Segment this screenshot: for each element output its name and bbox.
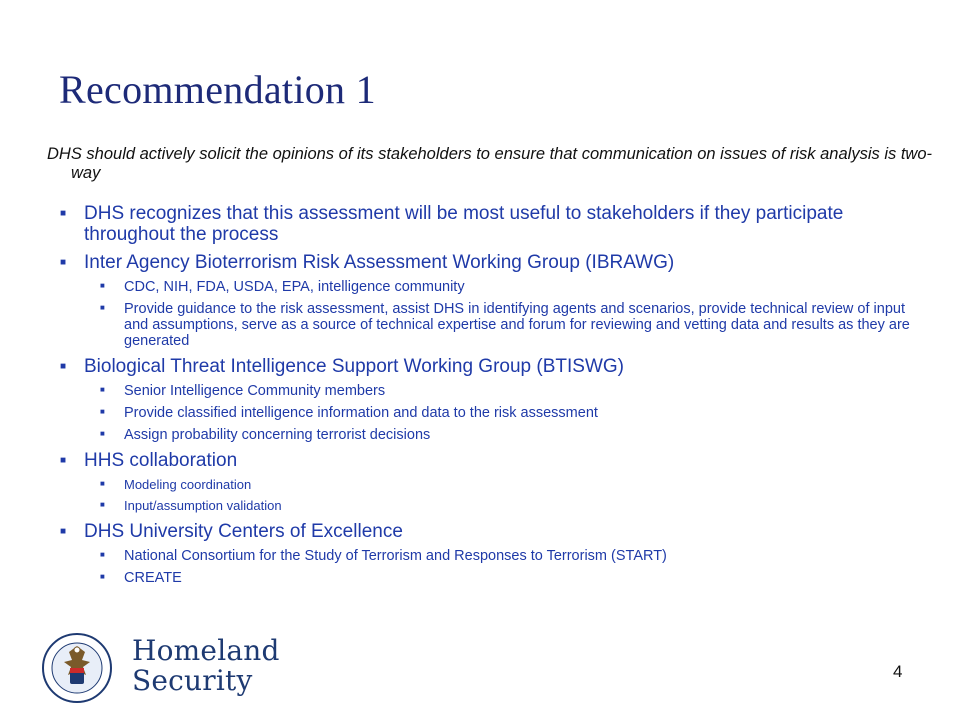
sub-bullet-item xyxy=(60,477,920,493)
square-bullet-icon: ■ xyxy=(60,361,67,372)
homeland-security-logo xyxy=(40,632,290,704)
bullet-item xyxy=(60,356,920,377)
square-bullet-icon: ■ xyxy=(100,429,105,438)
bullet-item xyxy=(60,252,920,273)
sub-bullet-item xyxy=(60,427,920,443)
wordmark-line-1: Homeland xyxy=(132,634,280,667)
sub-bullet-item xyxy=(60,383,920,399)
sub-bullet-item xyxy=(60,498,920,514)
bullet-item xyxy=(60,450,920,471)
sub-bullet-text: Assign probability concerning terrorist decisions xyxy=(124,427,431,443)
square-bullet-icon: ■ xyxy=(100,407,105,416)
sub-bullet-text: Input/assumption validation xyxy=(124,498,282,513)
square-bullet-icon: ■ xyxy=(100,385,105,394)
square-bullet-icon: ■ xyxy=(100,550,105,559)
sub-bullet-text: Provide classified intelligence information and data to the risk assessment xyxy=(124,405,598,421)
square-bullet-icon: ■ xyxy=(100,572,105,581)
square-bullet-icon: ■ xyxy=(60,208,67,219)
sub-bullet-item xyxy=(60,301,920,349)
wordmark-line-2: Security xyxy=(132,664,253,697)
bullet-text: DHS recognizes that this assessment will be most useful to stakeholders if they participate throughout the process xyxy=(84,203,844,245)
bullet-text: DHS University Centers of Excellence xyxy=(84,521,403,542)
bullet-text: Biological Threat Intelligence Support Working Group (BTISWG) xyxy=(84,356,624,377)
homeland-security-wordmark xyxy=(132,636,280,696)
sub-bullet-text: CREATE xyxy=(124,570,182,586)
slide-title: Recommendation 1 xyxy=(59,67,376,112)
square-bullet-icon: ■ xyxy=(60,257,67,268)
bullet-item xyxy=(60,521,920,542)
page-number: 4 xyxy=(893,662,903,681)
square-bullet-icon: ■ xyxy=(100,500,105,509)
sub-bullet-text: Modeling coordination xyxy=(124,477,252,492)
sub-bullet-item xyxy=(60,548,920,564)
sub-bullet-text: National Consortium for the Study of Terrorism and Responses to Terrorism (START) xyxy=(124,548,667,564)
sub-bullet-item xyxy=(60,405,920,421)
sub-bullet-list xyxy=(60,279,920,349)
sub-bullet-item xyxy=(60,279,920,295)
sub-bullet-item xyxy=(60,570,920,586)
square-bullet-icon: ■ xyxy=(100,479,105,488)
square-bullet-icon: ■ xyxy=(100,281,105,290)
bullet-list xyxy=(60,203,920,593)
bullet-text: HHS collaboration xyxy=(84,450,238,471)
bullet-item xyxy=(60,203,920,245)
sub-bullet-text: Senior Intelligence Community members xyxy=(124,383,386,399)
dhs-seal-icon xyxy=(40,632,114,704)
square-bullet-icon: ■ xyxy=(60,526,67,537)
sub-bullet-text: Provide guidance to the risk assessment, assist DHS in identifying agents and scenarios, provide technical review of input and assumptions, serve as a source of technical expertise and forum for reviewing and vetting data and results as they are generated xyxy=(124,301,910,349)
sub-bullet-text: CDC, NIH, FDA, USDA, EPA, intelligence community xyxy=(124,279,465,295)
square-bullet-icon: ■ xyxy=(60,455,67,466)
intro-statement: DHS should actively solicit the opinions of its stakeholders to ensure that communication on issues of risk analysis is two-way xyxy=(47,145,932,182)
sub-bullet-list xyxy=(60,548,920,586)
bullet-text: Inter Agency Bioterrorism Risk Assessment Working Group (IBRAWG) xyxy=(84,252,675,273)
sub-bullet-list xyxy=(60,383,920,443)
square-bullet-icon: ■ xyxy=(100,303,105,312)
sub-bullet-list xyxy=(60,477,920,514)
